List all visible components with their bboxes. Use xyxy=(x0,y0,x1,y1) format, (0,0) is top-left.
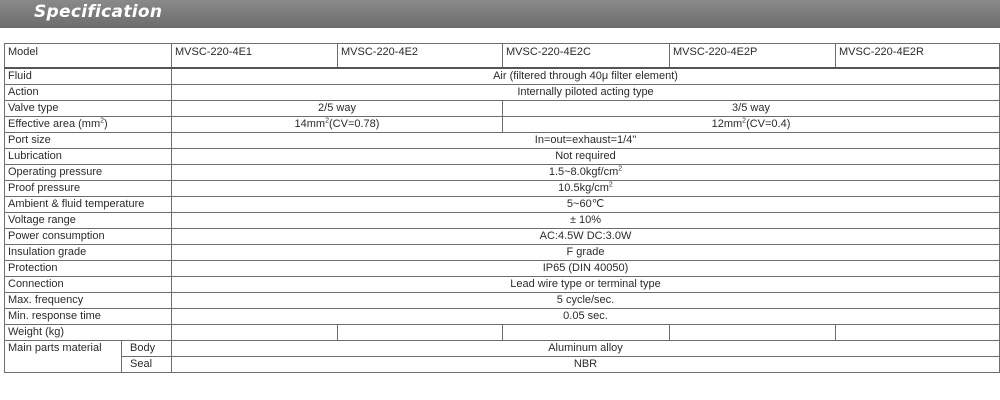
spec-row-proof-pressure xyxy=(5,181,1000,197)
spec-sublabel-seal: Seal xyxy=(122,357,172,373)
spec-value: 5 cycle/sec. xyxy=(172,293,1000,309)
spec-label: Ambient & fluid temperature xyxy=(5,197,172,213)
spec-label: Valve type xyxy=(5,101,172,117)
spec-row-insulation xyxy=(5,245,1000,261)
spec-row-action xyxy=(5,85,1000,101)
model-name: MVSC-220-4E1 xyxy=(172,44,338,69)
spec-row-max-frequency xyxy=(5,293,1000,309)
spec-value: F grade xyxy=(172,245,1000,261)
weight-value xyxy=(670,325,836,341)
weight-value xyxy=(503,325,670,341)
spec-value: NBR xyxy=(172,357,1000,373)
spec-label: Min. response time xyxy=(5,309,172,325)
model-row xyxy=(5,44,1000,69)
spec-row-fluid xyxy=(5,68,1000,85)
spec-row-lubrication xyxy=(5,149,1000,165)
spec-value: Lead wire type or terminal type xyxy=(172,277,1000,293)
spec-value: 0.05 sec. xyxy=(172,309,1000,325)
spec-label: Action xyxy=(5,85,172,101)
spec-value: Internally piloted acting type xyxy=(172,85,1000,101)
spec-row-port-size xyxy=(5,133,1000,149)
spec-row-protection xyxy=(5,261,1000,277)
spec-label: Connection xyxy=(5,277,172,293)
spec-row-effective-area xyxy=(5,117,1000,133)
spec-row-weight xyxy=(5,325,1000,341)
spec-label: Effective area $(mm^2)$ xyxy=(5,117,172,133)
spec-value: $1.5\sim 8.0kgf/cm^2$ xyxy=(172,165,1000,181)
model-name: MVSC-220-4E2R xyxy=(836,44,1000,69)
spec-row-operating-pressure xyxy=(5,165,1000,181)
spec-row-min-response xyxy=(5,309,1000,325)
model-name: MVSC-220-4E2P xyxy=(670,44,836,69)
model-name: MVSC-220-4E2 xyxy=(338,44,503,69)
weight-value xyxy=(836,325,1000,341)
spec-label: Operating pressure xyxy=(5,165,172,181)
spec-row-valve-type xyxy=(5,101,1000,117)
spec-value: In=out=exhaust=1/4" xyxy=(172,133,1000,149)
spec-label: Lubrication xyxy=(5,149,172,165)
model-label: Model xyxy=(5,44,172,69)
spec-label-main-parts: Main parts material xyxy=(5,341,122,373)
model-name: MVSC-220-4E2C xyxy=(503,44,670,69)
spec-row-power xyxy=(5,229,1000,245)
spec-sublabel-body: Body xyxy=(122,341,172,357)
weight-value xyxy=(172,325,338,341)
spec-row-voltage xyxy=(5,213,1000,229)
spec-value-2way: 2/5 way xyxy=(172,101,503,117)
spec-row-connection xyxy=(5,277,1000,293)
spec-value: IP65 (DIN 40050) xyxy=(172,261,1000,277)
spec-label: Protection xyxy=(5,261,172,277)
spec-value: $10.5kg/cm^2$ xyxy=(172,181,1000,197)
spec-row-seal xyxy=(5,357,1000,373)
spec-value: ± 10% xyxy=(172,213,1000,229)
spec-value-3way: $12mm^2(CV=0.4)$ xyxy=(503,117,1000,133)
section-banner xyxy=(0,0,1000,28)
spec-value: Air (filtered through 40μ filter element) xyxy=(172,68,1000,85)
specification-table xyxy=(4,43,1000,373)
spec-row-temperature xyxy=(5,197,1000,213)
spec-label: Weight (kg) xyxy=(5,325,172,341)
spec-label: Max. frequency xyxy=(5,293,172,309)
spec-label: Voltage range xyxy=(5,213,172,229)
spec-label: Power consumption xyxy=(5,229,172,245)
spec-label: Proof pressure xyxy=(5,181,172,197)
spec-label: Insulation grade xyxy=(5,245,172,261)
spec-label: Fluid xyxy=(5,68,172,85)
spec-label: Port size xyxy=(5,133,172,149)
spec-value: 5~60℃ xyxy=(172,197,1000,213)
spec-value: Aluminum alloy xyxy=(172,341,1000,357)
spec-value: AC:4.5W DC:3.0W xyxy=(172,229,1000,245)
spec-value: Not required xyxy=(172,149,1000,165)
spec-value-2way: $14mm^2(CV=0.78)$ xyxy=(172,117,503,133)
section-title: Specification xyxy=(34,2,163,22)
spec-value-3way: 3/5 way xyxy=(503,101,1000,117)
weight-value xyxy=(338,325,503,341)
spec-row-body xyxy=(5,341,1000,357)
